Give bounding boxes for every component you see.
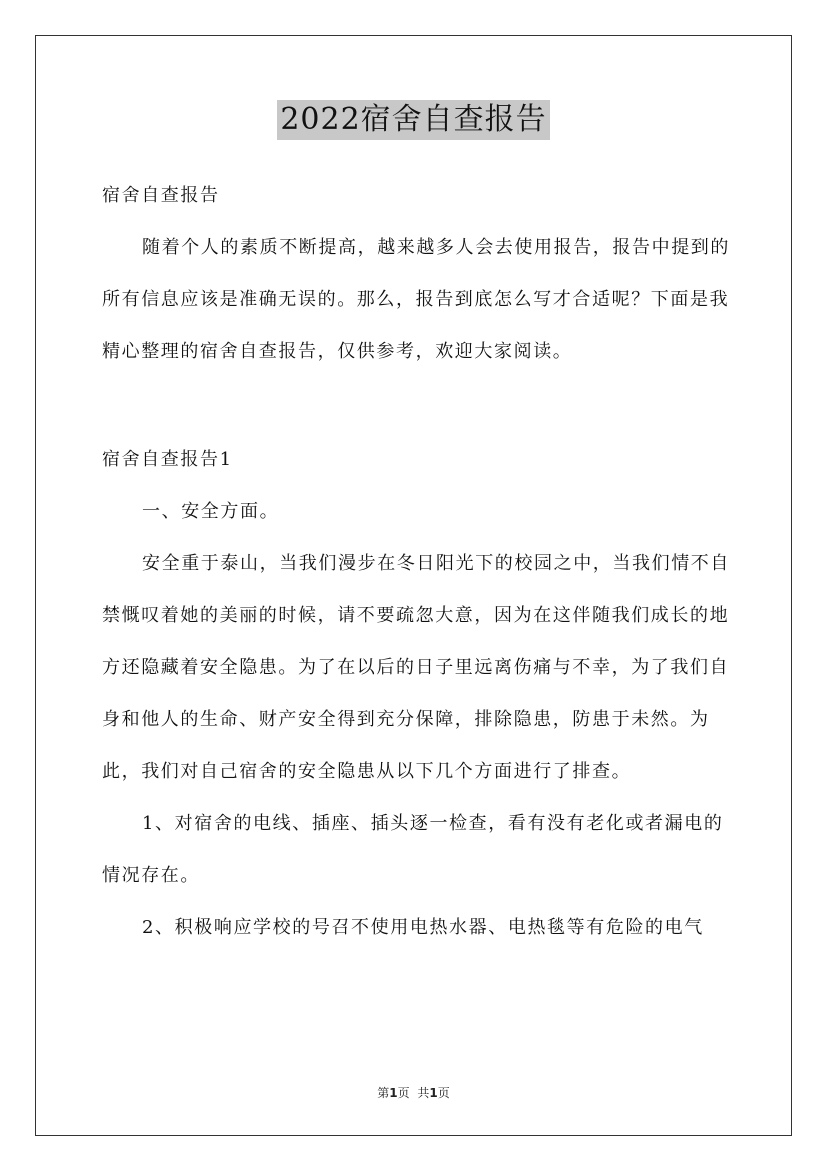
safety-paragraph: 安全重于泰山，当我们漫步在冬日阳光下的校园之中，当我们情不自禁慨叹着她的美丽的时候，请不要疏忽大意，因为在这伴随我们成长的地方还隐藏着安全隐患。为了在以后的日子里远离伤痛与不幸，为了我们自身和他人的生命、财产安全得到充分保障，排除隐患，防患于未然。为此，我们对自己宿舍的安全隐患从以下几个方面进行了排查。 (102, 553, 730, 782)
subtitle: 宿舍自查报告 (102, 185, 220, 206)
document-body (102, 170, 742, 954)
page-suffix: 页 (397, 1086, 410, 1100)
section-heading: 宿舍自查报告1 (102, 449, 233, 470)
total-suffix: 页 (437, 1086, 450, 1100)
section-subheading: 一、安全方面。 (142, 501, 280, 522)
document-title-wrap (0, 100, 827, 140)
total-prefix: 共 (417, 1086, 430, 1100)
list-item-2: 2、积极响应学校的号召不使用电热水器、电热毯等有危险的电气 (142, 917, 704, 938)
total-pages: 1 (429, 1086, 438, 1100)
spacer (102, 378, 742, 434)
page-number: 1 (389, 1086, 398, 1100)
document-title: 2022宿舍自查报告 (277, 100, 549, 140)
page-footer (0, 1084, 827, 1101)
intro-paragraph: 随着个人的素质不断提高，越来越多人会去使用报告，报告中提到的所有信息应该是准确无误的。那么，报告到底怎么写才合适呢？下面是我精心整理的宿舍自查报告，仅供参考，欢迎大家阅读。 (102, 237, 730, 362)
list-item-1: 1、对宿舍的电线、插座、插头逐一检查，看有没有老化或者漏电的情况存在。 (102, 813, 724, 886)
page-prefix: 第 (377, 1086, 390, 1100)
